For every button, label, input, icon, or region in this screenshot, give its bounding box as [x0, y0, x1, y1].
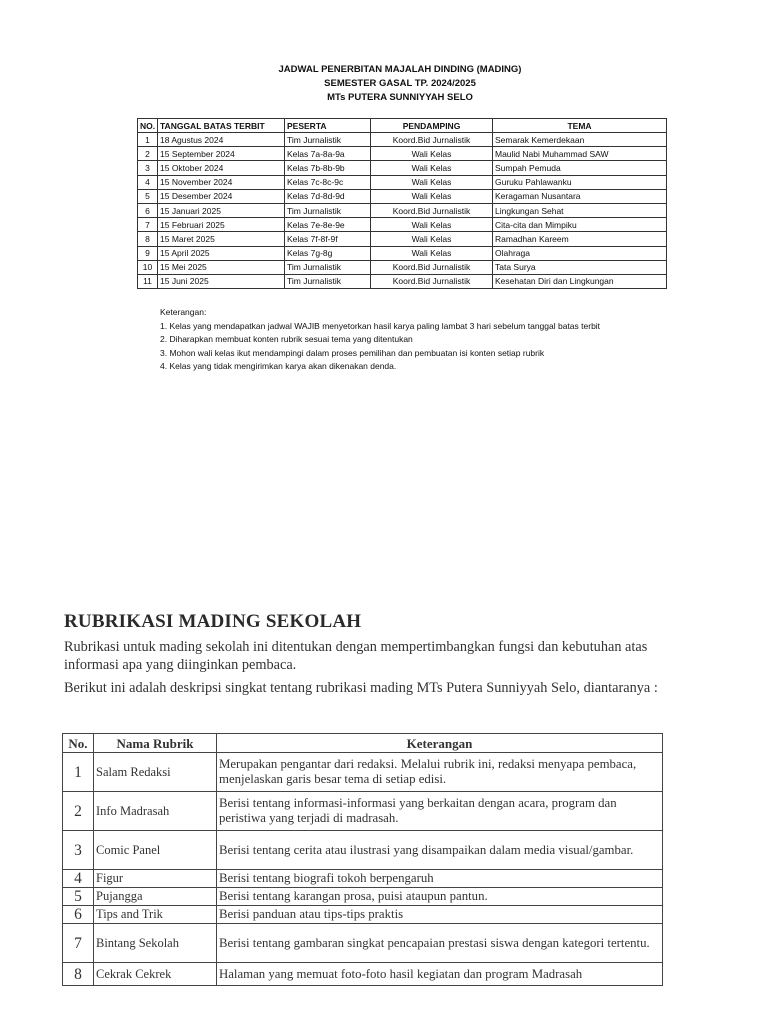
row-tema: Guruku Pahlawanku: [493, 175, 667, 189]
rubrik-name: Salam Redaksi: [94, 753, 217, 792]
schedule-title-line2: SEMESTER GASAL TP. 2024/2025: [324, 78, 476, 89]
row-peserta: Kelas 7g-8g: [285, 246, 371, 260]
rubrikasi-heading: RUBRIKASI MADING SEKOLAH: [64, 611, 362, 632]
row-tema: Maulid Nabi Muhammad SAW: [493, 147, 667, 161]
row-peserta: Kelas 7e-8e-9e: [285, 218, 371, 232]
rubrik-no: 5: [63, 888, 94, 906]
row-pendamping: Wali Kelas: [371, 218, 493, 232]
schedule-header-row: [138, 119, 667, 133]
table-row: [138, 232, 667, 246]
rubrik-table: [62, 733, 663, 986]
header-peserta: PESERTA: [285, 119, 371, 133]
rubrik-name: Comic Panel: [94, 831, 217, 870]
schedule-table: [137, 118, 667, 289]
table-row: [63, 792, 663, 831]
row-peserta: Tim Jurnalistik: [285, 133, 371, 147]
row-tanggal: 15 Desember 2024: [158, 189, 285, 203]
rubrik-description: Berisi panduan atau tips-tips praktis: [217, 906, 663, 924]
notes-block: [160, 306, 600, 374]
rubrik-description: Berisi tentang cerita atau ilustrasi yang disampaikan dalam media visual/gambar.: [217, 831, 663, 870]
schedule-title-line1: JADWAL PENERBITAN MAJALAH DINDING (MADING): [278, 64, 522, 75]
rubrik-name: Figur: [94, 870, 217, 888]
row-tanggal: 15 April 2025: [158, 246, 285, 260]
row-no: 7: [138, 218, 158, 232]
row-peserta: Tim Jurnalistik: [285, 274, 371, 288]
header-tanggal: TANGGAL BATAS TERBIT: [158, 119, 285, 133]
row-tanggal: 15 Juni 2025: [158, 274, 285, 288]
table-row: [138, 175, 667, 189]
row-peserta: Tim Jurnalistik: [285, 203, 371, 217]
row-pendamping: Wali Kelas: [371, 246, 493, 260]
rubrik-no: 6: [63, 906, 94, 924]
row-peserta: Kelas 7b-8b-9b: [285, 161, 371, 175]
rubrik-name: Tips and Trik: [94, 906, 217, 924]
rubrik-no: 8: [63, 963, 94, 986]
row-no: 10: [138, 260, 158, 274]
table-row: [63, 906, 663, 924]
row-peserta: Kelas 7a-8a-9a: [285, 147, 371, 161]
schedule-title: [0, 63, 768, 105]
header-no: No.: [63, 734, 94, 753]
rubrik-header-row: [63, 734, 663, 753]
rubrik-description: Merupakan pengantar dari redaksi. Melalui rubrik ini, redaksi menyapa pembaca, menjelaskan garis besar tema di setiap edisi.: [217, 753, 663, 792]
row-tanggal: 15 Januari 2025: [158, 203, 285, 217]
row-peserta: Tim Jurnalistik: [285, 260, 371, 274]
row-pendamping: Koord.Bid Jurnalistik: [371, 133, 493, 147]
table-row: [138, 260, 667, 274]
rubrik-description: Halaman yang memuat foto-foto hasil kegiatan dan program Madrasah: [217, 963, 663, 986]
rubrik-no: 3: [63, 831, 94, 870]
row-pendamping: Wali Kelas: [371, 232, 493, 246]
notes-heading: Keterangan:: [160, 307, 207, 317]
row-tema: Sumpah Pemuda: [493, 161, 667, 175]
note-item: 3. Mohon wali kelas ikut mendampingi dalam proses pemilihan dan pembuatan isi konten setiap rubrik: [160, 347, 545, 358]
row-tanggal: 15 Februari 2025: [158, 218, 285, 232]
rubrik-description: Berisi tentang biografi tokoh berpengaruh: [217, 870, 663, 888]
row-peserta: Kelas 7d-8d-9d: [285, 189, 371, 203]
table-row: [63, 924, 663, 963]
row-no: 3: [138, 161, 158, 175]
row-tanggal: 15 Maret 2025: [158, 232, 285, 246]
table-row: [63, 831, 663, 870]
table-row: [138, 147, 667, 161]
row-tanggal: 15 September 2024: [158, 147, 285, 161]
row-tanggal: 15 November 2024: [158, 175, 285, 189]
rubrik-description: Berisi tentang informasi-informasi yang berkaitan dengan acara, program dan peristiwa yang terjadi di madrasah.: [217, 792, 663, 831]
table-row: [138, 203, 667, 217]
header-pendamping: PENDAMPING: [371, 119, 493, 133]
table-row: [138, 274, 667, 288]
note-item: 1. Kelas yang mendapatkan jadwal WAJIB menyetorkan hasil karya paling lambat 3 hari sebelum tanggal batas terbit: [160, 320, 601, 331]
row-pendamping: Koord.Bid Jurnalistik: [371, 274, 493, 288]
rubrik-description: Berisi tentang karangan prosa, puisi ataupun pantun.: [217, 888, 663, 906]
row-tema: Ramadhan Kareem: [493, 232, 667, 246]
note-item: 2. Diharapkan membuat konten rubrik sesuai tema yang ditentukan: [160, 334, 413, 345]
row-tema: Semarak Kemerdekaan: [493, 133, 667, 147]
rubrik-name: Cekrak Cekrek: [94, 963, 217, 986]
row-tanggal: 15 Mei 2025: [158, 260, 285, 274]
table-row: [138, 189, 667, 203]
rubrik-name: Pujangga: [94, 888, 217, 906]
table-row: [63, 963, 663, 986]
rubrik-name: Bintang Sekolah: [94, 924, 217, 963]
table-row: [63, 753, 663, 792]
row-no: 11: [138, 274, 158, 288]
table-row: [63, 870, 663, 888]
row-no: 9: [138, 246, 158, 260]
table-row: [138, 246, 667, 260]
rubrik-no: 4: [63, 870, 94, 888]
rubrik-no: 1: [63, 753, 94, 792]
row-tema: Kesehatan Diri dan Lingkungan: [493, 274, 667, 288]
row-tema: Olahraga: [493, 246, 667, 260]
row-no: 6: [138, 203, 158, 217]
row-pendamping: Wali Kelas: [371, 147, 493, 161]
note-item: 4. Kelas yang tidak mengirimkan karya akan dikenakan denda.: [160, 361, 397, 372]
table-row: [138, 133, 667, 147]
row-no: 1: [138, 133, 158, 147]
row-no: 2: [138, 147, 158, 161]
row-peserta: Kelas 7c-8c-9c: [285, 175, 371, 189]
rubrik-no: 7: [63, 924, 94, 963]
row-peserta: Kelas 7f-8f-9f: [285, 232, 371, 246]
schedule-title-line3: MTs PUTERA SUNNIYYAH SELO: [327, 92, 473, 103]
table-row: [138, 218, 667, 232]
row-tema: Keragaman Nusantara: [493, 189, 667, 203]
row-tema: Cita-cita dan Mimpiku: [493, 218, 667, 232]
row-no: 4: [138, 175, 158, 189]
header-nama-rubrik: Nama Rubrik: [94, 734, 217, 753]
rubrik-name: Info Madrasah: [94, 792, 217, 831]
rubrikasi-description-paragraph: Berikut ini adalah deskripsi singkat tentang rubrikasi mading MTs Putera Sunniyyah Selo, diantaranya :: [64, 680, 658, 696]
header-no: NO.: [138, 119, 158, 133]
row-tema: Lingkungan Sehat: [493, 203, 667, 217]
row-tanggal: 18 Agustus 2024: [158, 133, 285, 147]
row-pendamping: Wali Kelas: [371, 161, 493, 175]
header-tema: TEMA: [493, 119, 667, 133]
row-pendamping: Wali Kelas: [371, 189, 493, 203]
table-row: [63, 888, 663, 906]
row-no: 5: [138, 189, 158, 203]
rubrikasi-intro-paragraph: Rubrikasi untuk mading sekolah ini ditentukan dengan mempertimbangkan fungsi dan kebutuhan atas informasi apa yang diinginkan pembaca.: [64, 639, 648, 673]
rubrik-description: Berisi tentang gambaran singkat pencapaian prestasi siswa dengan kategori tertentu.: [217, 924, 663, 963]
row-pendamping: Koord.Bid Jurnalistik: [371, 203, 493, 217]
row-pendamping: Koord.Bid Jurnalistik: [371, 260, 493, 274]
row-pendamping: Wali Kelas: [371, 175, 493, 189]
table-row: [138, 161, 667, 175]
row-no: 8: [138, 232, 158, 246]
header-keterangan: Keterangan: [217, 734, 663, 753]
row-tanggal: 15 Oktober 2024: [158, 161, 285, 175]
rubrik-no: 2: [63, 792, 94, 831]
row-tema: Tata Surya: [493, 260, 667, 274]
